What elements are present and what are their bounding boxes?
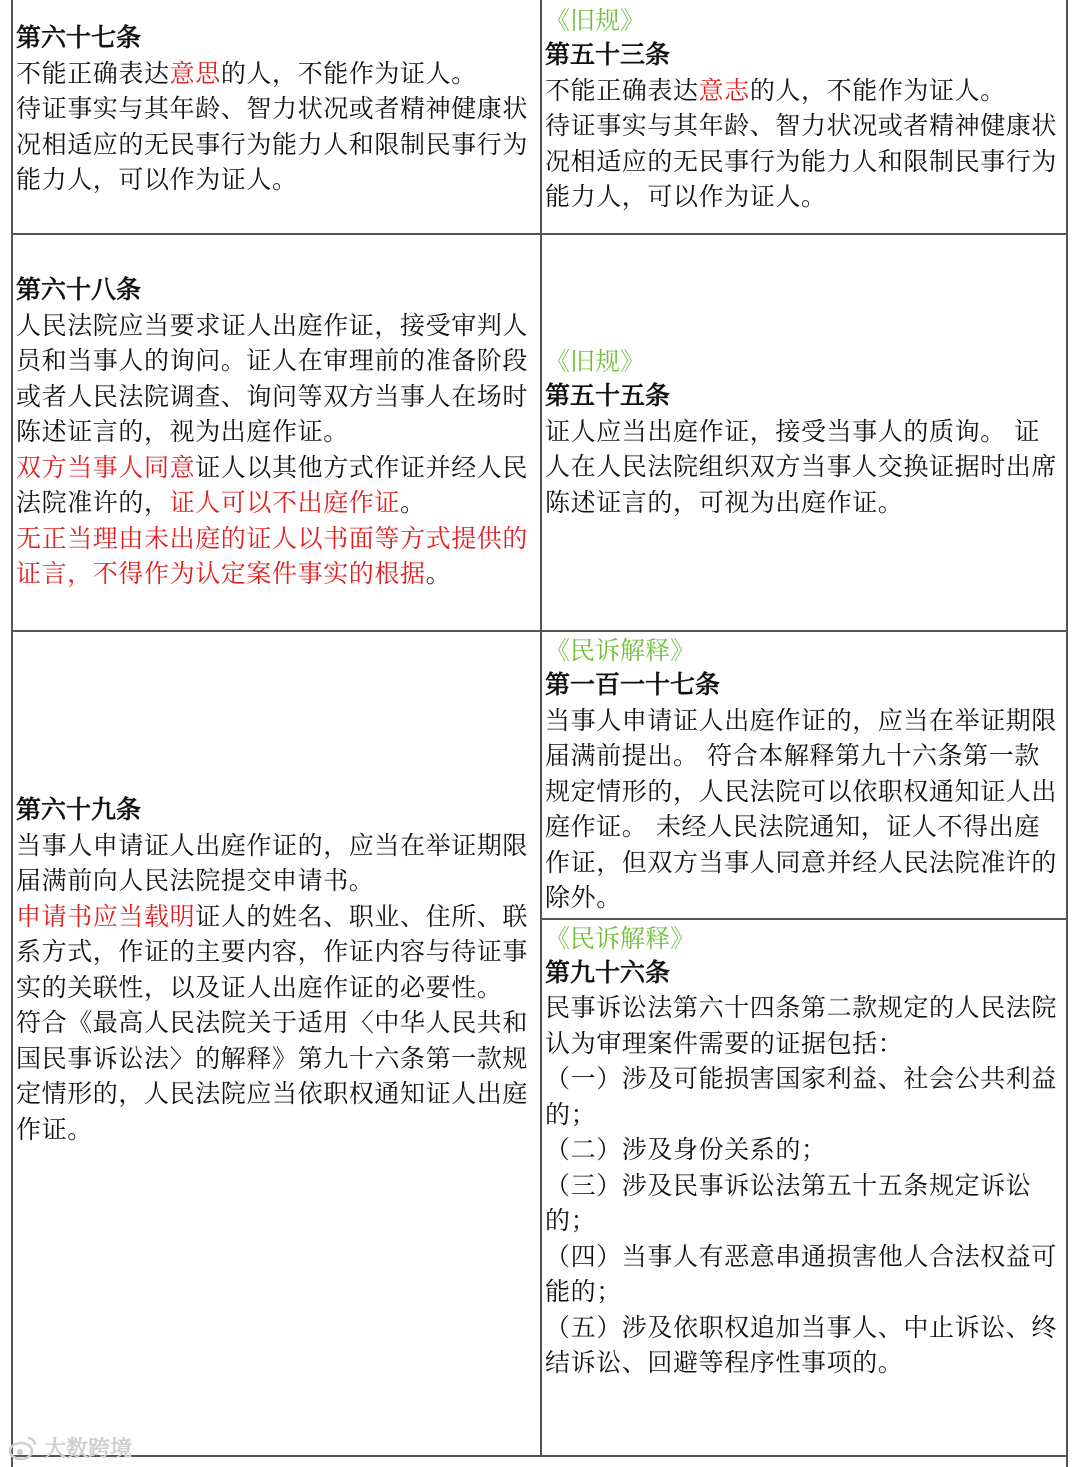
article-paragraph: 人民法院应当要求证人出庭作证，接受审判人员和当事人的询问。证人在审理前的准备阶段或者人民法院调查、询问等双方当事人在场时陈述证言的，视为出庭作证。 [16, 310, 529, 446]
article-paragraph: 申请书应当载明证人的姓名、职业、住所、联系方式，作证的主要内容，作证内容与待证事实的关联性，以及证人出庭作证的必要性。 [16, 901, 529, 1002]
list-item: （二）涉及身份关系的； [545, 1135, 827, 1164]
list-item: （五）涉及依职权追加当事人、中止诉讼、终结诉讼、回避等程序性事项的。 [545, 1312, 1058, 1377]
watermark-text: 大数跨境 [44, 1437, 133, 1462]
article-paragraph: 当事人申请证人出庭作证的，应当在举证期限届满前提出。 符合本解释第九十六条第一款规定情形的，人民法院可以依职权通知证人出庭作证。 未经人民法院通知，证人不得出庭作证，但双方当事人同意并经人民法院准许的除外。 [545, 705, 1058, 912]
old-rule-cell [542, 235, 1066, 630]
new-rule-cell [13, 632, 540, 1455]
list-item: （三）涉及民事诉讼法第五十五条规定诉讼的； [545, 1170, 1032, 1235]
list-item: （一）涉及可能损害国家利益、社会公共利益的； [545, 1064, 1058, 1129]
article-title: 第六十八条 [16, 275, 142, 304]
article-paragraph: 不能正确表达意志的人，不能作为证人。 [545, 75, 1006, 105]
source-label: 《旧规》 [545, 6, 646, 35]
article-paragraph: 待证事实与其年龄、智力状况或者精神健康状况相适应的无民事行为能力人和限制民事行为能力人，可以作为证人。 [545, 111, 1058, 211]
new-rule-cell [13, 0, 540, 233]
article-paragraph: 双方当事人同意证人以其他方式作证并经人民法院准许的，证人可以不出庭作证。 [16, 452, 529, 517]
article-title: 第五十三条 [545, 40, 671, 69]
table-row [13, 632, 1066, 1457]
new-rule-cell [13, 235, 540, 630]
article-paragraph: 民事诉讼法第六十四条第二款规定的人民法院认为审理案件需要的证据包括： [545, 993, 1058, 1058]
source-label: 《民诉解释》 [545, 923, 696, 953]
weibo-logo-icon [8, 1435, 38, 1461]
article-paragraph: 待证事实与其年龄、智力状况或者精神健康状况相适应的无民事行为能力人和限制民事行为能力人，可以作为证人。 [16, 94, 529, 194]
article-paragraph: 证人应当出庭作证，接受当事人的质询。 证人在人民法院组织双方当事人交换证据时出席陈述证言的，可视为出庭作证。 [545, 416, 1058, 517]
article-paragraph: 不能正确表达意思的人，不能作为证人。 [16, 58, 477, 88]
comparison-table [11, 0, 1068, 1467]
source-label: 《旧规》 [545, 347, 646, 376]
list-item: （四）当事人有恶意串通损害他人合法权益可能的； [545, 1241, 1058, 1306]
article-title: 第六十七条 [16, 23, 142, 52]
article-title: 第一百一十七条 [545, 670, 721, 699]
source-label: 《民诉解释》 [545, 636, 696, 665]
watermark [8, 1432, 132, 1463]
article-paragraph: 符合《最高人民法院关于适用〈中华人民共和国民事诉讼法〉的解释》第九十六条第一款规定情形的，人民法院应当依职权通知证人出庭作证。 [16, 1008, 529, 1144]
article-paragraph: 无正当理由未出庭的证人以书面等方式提供的证言，不得作为认定案件事实的根据。 [16, 523, 529, 588]
article-title: 第五十五条 [545, 381, 671, 410]
cell-divider [542, 918, 1066, 920]
article-title: 第九十六条 [545, 957, 671, 987]
table-row [13, 0, 1066, 235]
interpretation-cell [542, 632, 1066, 1455]
old-rule-cell [542, 0, 1066, 233]
article-title: 第六十九条 [16, 795, 142, 824]
article-paragraph: 当事人申请证人出庭作证的，应当在举证期限届满前向人民法院提交申请书。 [16, 830, 529, 895]
table-row [13, 235, 1066, 632]
